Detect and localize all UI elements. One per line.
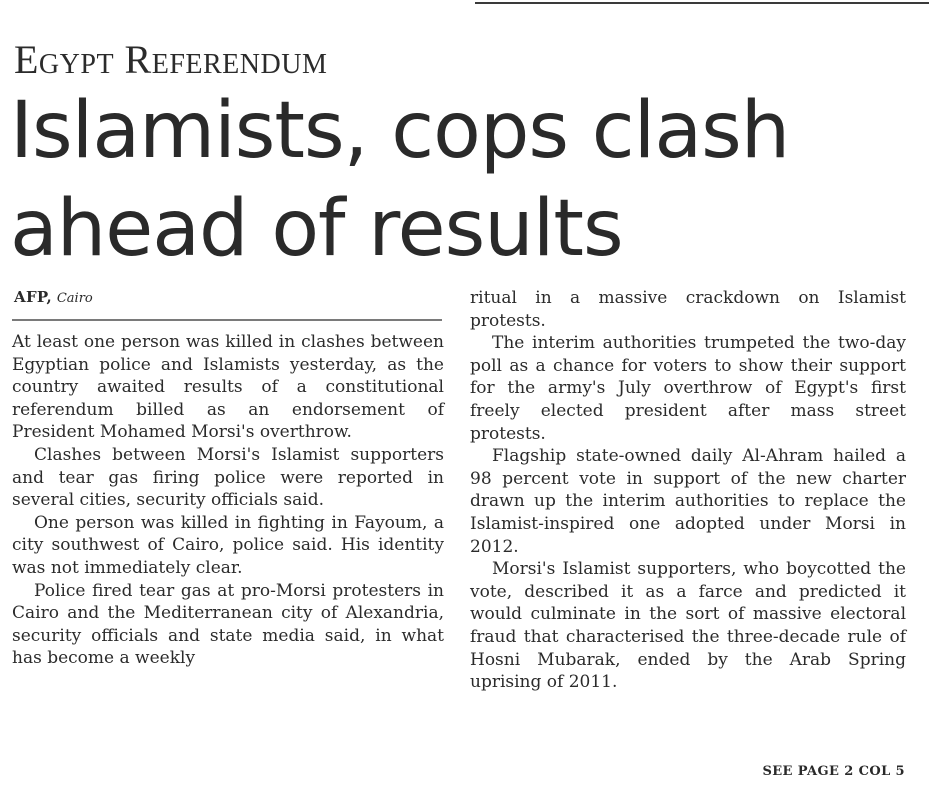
byline-rule xyxy=(12,319,442,321)
paragraph: Morsi's Islamist supporters, who boycotted the vote, described it as a farce and predicted it would culminate in the sort of massive electoral fraud that characterised the three-decade rule of Hosni Mubarak, ended by the Arab Spring uprising of 2011. xyxy=(470,559,906,693)
paragraph: One person was killed in fighting in Fayoum, a city southwest of Cairo, police said. His identity was not immediately clear. xyxy=(12,512,444,578)
headline-line-2: ahead of results xyxy=(10,184,623,274)
paragraph: ritual in a massive crackdown on Islamist protests. xyxy=(470,288,906,331)
top-rule xyxy=(475,2,929,4)
paragraph: The interim authorities trumpeted the two-day poll as a chance for voters to show their support for the army's July overthrow of Egypt's first freely elected president after mass street protests. xyxy=(470,333,906,444)
continued-on-page: SEE PAGE 2 COL 5 xyxy=(762,764,905,779)
body-column-right xyxy=(470,287,906,694)
byline xyxy=(14,287,93,309)
byline-agency: AFP, xyxy=(14,288,53,306)
body-column-left xyxy=(12,331,444,670)
paragraph: At least one person was killed in clashes between Egyptian police and Islamists yesterday, as the country awaited results of a constitutional referendum billed as an endorsement of President Mohamed Morsi's overthrow. xyxy=(12,332,444,443)
paragraph: Clashes between Morsi's Islamist supporters and tear gas firing police were reported in several cities, security officials said. xyxy=(12,444,444,511)
byline-place: Cairo xyxy=(56,291,93,306)
headline xyxy=(10,82,920,278)
section-kicker: Egypt Referendum xyxy=(14,37,328,82)
paragraph: Flagship state-owned daily Al-Ahram hailed a 98 percent vote in support of the new charter drawn up the interim authorities to replace the Islamist-inspired one adopted under Morsi in 2012. xyxy=(470,446,906,557)
headline-line-1: Islamists, cops clash xyxy=(10,86,790,176)
paragraph: Police fired tear gas at pro-Morsi protesters in Cairo and the Mediterranean city of Alexandria, security officials and state media said, in what has become a weekly xyxy=(12,580,444,669)
